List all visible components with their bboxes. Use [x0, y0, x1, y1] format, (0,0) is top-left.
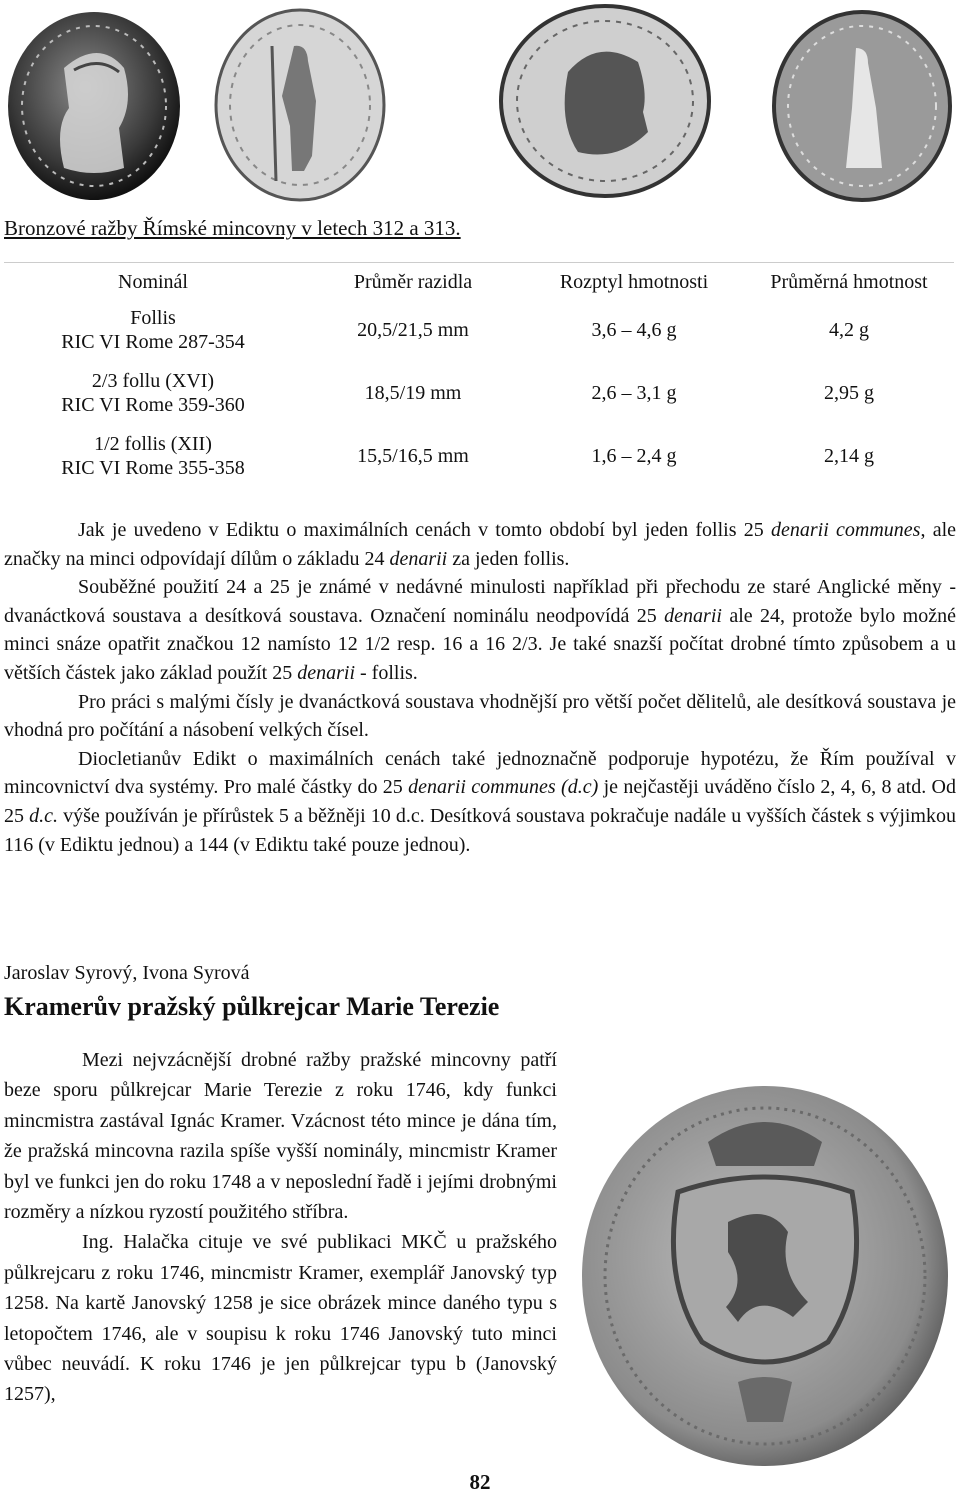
table-row: [4, 361, 954, 424]
diameter-cell: 18,5/19 mm: [364, 381, 462, 404]
paragraph: Jak je uvedeno v Ediktu o maximálních cenách v tomto období byl jeden follis 25 denarii communes, ale značky na minci odpovídají dílům o základu 24 denarii za jeden follis.: [4, 519, 957, 570]
avg-weight-cell: 4,2 g: [829, 318, 869, 341]
paragraph: Mezi nejvzácnější drobné ražby pražské mincovny patří beze sporu půlkrejcar Marie Terezie z roku 1746, kdy funkci mincmistra zastával Ignác Kramer. Vzácnost této mince je dána tím, že pražská mincovna razila spíše vyšší nominály, mincmistr Kramer byl ve funkci jen do roku 1748 a v neposlední řadě i jejími drobnými rozměry a nízkou ryzostí použitého stříbra.: [4, 1049, 557, 1224]
table-row: [4, 298, 954, 361]
paragraph: Diocletianův Edikt o maximálních cenách také jednoznačně podporuje hypotézu, že Řím používal v mincovnictví dva systémy. Pro malé částky do 25 denarii communes (d.c) je nejčastěji uváděno číslo 2, 4, 6, 8 atd. Od 25 d.c. výše používán je přírůstek 5 a běžněji 10 d.c. Desítková soustava pokračuje nadále u vyšších částek s výjimkou 116 (v Ediktu jednou) a 144 (v Ediktu také pouze jednou).: [4, 747, 956, 856]
diameter-cell: 15,5/16,5 mm: [357, 444, 469, 467]
weight-range-cell: 1,6 – 2,4 g: [591, 444, 677, 467]
nominal-cell: Follis RIC VI Rome 287-354: [61, 306, 245, 353]
coin-photo-constantine-obverse: [4, 8, 184, 204]
table-header: Průměr razidla: [302, 258, 524, 298]
diameter-cell: 20,5/21,5 mm: [357, 318, 469, 341]
avg-weight-cell: 2,95 g: [824, 381, 874, 404]
coin-photo-standing-goddess-reverse: [770, 8, 954, 204]
paragraph: Souběžné použití 24 a 25 je známé v nedávné minulosti například při přechodu ze staré Anglické měny - dvanáctková soustava a desítková soustava. Označení nominálu neodpovídá 25 denarii ale 24, protože bylo možné minci snáze opatřit značkou 12 namísto 12 1/2 resp. 16 a 16 2/3. Je také snazší počítat drobné tímto způsobem a u větších částek jako základ použít 25 denarii - follis.: [4, 576, 956, 684]
article-text: [4, 1045, 557, 1410]
coin-weights-table: [4, 258, 954, 487]
avg-weight-cell: 2,14 g: [824, 444, 874, 467]
table-header: Nominál: [4, 258, 302, 298]
paragraph: Ing. Halačka cituje ve své publikaci MKČ u pražského půlkrejcaru z roku 1746, mincmistr Kramer, exemplář Janovský typ 1258. Na kartě Janovský 1258 je sice obrázek mince daného typu s letopočtem 1746, ale v soupisu k roku 1746 Janovský tuto minci vůbec neuvádí. K roku 1746 je jen půlkrejcar typu b (Janovský 1257),: [4, 1231, 557, 1406]
coin-photo-laureate-head-obverse: [498, 2, 712, 200]
table-header-row: [4, 258, 954, 298]
article-authors: Jaroslav Syrový, Ivona Syrová: [4, 962, 250, 984]
nominal-cell: 2/3 follu (XVI) RIC VI Rome 359-360: [61, 369, 245, 416]
body-text: [4, 516, 956, 859]
table-header: Průměrná hmotnost: [744, 258, 954, 298]
page-number: 82: [469, 1470, 491, 1494]
paragraph: Pro práci s malými čísly je dvanáctková soustava vhodnější pro větší počet dělitelů, ale desítková soustava je vhodná pro počítání a násobení velkých čísel.: [4, 690, 956, 742]
coin-photo-standing-figure-reverse: [212, 6, 388, 204]
weight-range-cell: 3,6 – 4,6 g: [591, 318, 677, 341]
article-title: Kramerův pražský půlkrejcar Marie Terezie: [4, 992, 500, 1021]
table-row: [4, 424, 954, 487]
table-header: Rozptyl hmotnosti: [524, 258, 744, 298]
figure-caption: Bronzové ražby Římské mincovny v letech 312 a 313.: [4, 216, 461, 240]
coin-photos-row: [0, 0, 960, 205]
weight-range-cell: 2,6 – 3,1 g: [591, 381, 677, 404]
coin-photo-half-kreuzer-shield: [578, 1082, 952, 1470]
nominal-cell: 1/2 follis (XII) RIC VI Rome 355-358: [61, 432, 245, 479]
